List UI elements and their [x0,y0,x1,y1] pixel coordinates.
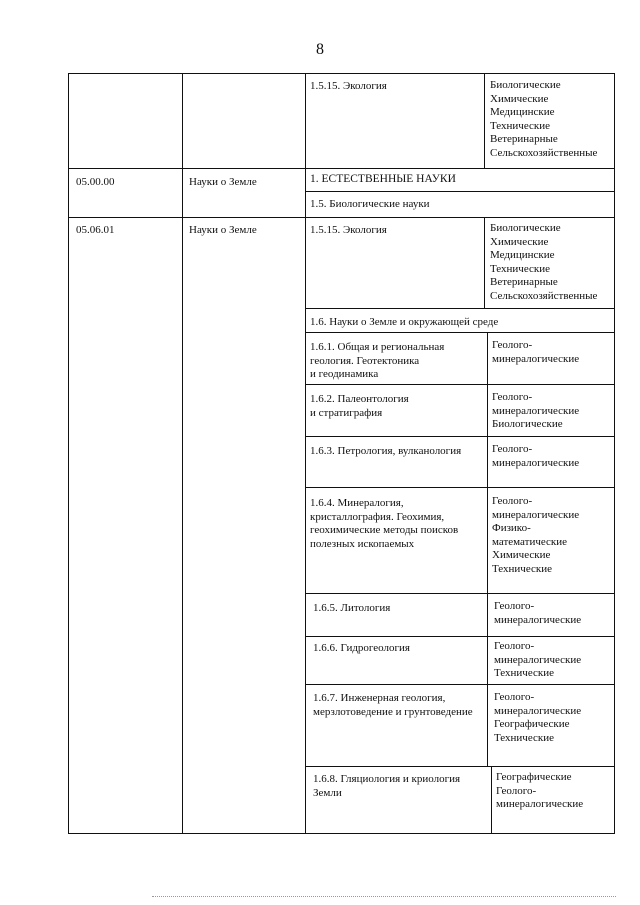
degrees-cell: Географические Геолого- минералогические [496,771,584,810]
degrees-cell: Геолого- минералогические [494,600,582,626]
specialty-cell: 1.5.15. Экология [310,80,387,92]
degrees-cell: Биологические Химические Медицинские Технические Ветеринарные Сельскохозяйственные [490,79,598,159]
scan-edge-mark [152,896,616,898]
section-divider [305,636,615,637]
section-divider [305,684,615,685]
col-divider-3 [484,218,485,308]
name-cell: Науки о Земле [189,176,257,188]
code-cell: 05.06.01 [76,224,115,236]
col-divider-3 [491,766,492,834]
section-heading: 1.6. Науки о Земле и окружающей среде [310,316,499,328]
degrees-cell: Геолого- минералогические [492,339,580,365]
section-divider [305,593,615,594]
col-divider-3 [484,73,485,169]
section-heading: 1. ЕСТЕСТВЕННЫЕ НАУКИ [310,173,456,185]
col-divider-3 [487,332,488,766]
specialty-cell: 1.5.15. Экология [310,224,387,236]
specialty-cell: 1.6.1. Общая и региональная геология. Геотектоника и геодинамика [310,341,445,380]
table-border-top [68,73,615,74]
specialty-cell: 1.6.2. Палеонтология и стратиграфия [310,393,409,419]
degrees-cell: Геолого- минералогические Физико- математические Химические Технические [492,495,580,575]
section-divider [305,332,615,333]
section-heading: 1.5. Биологические науки [310,198,430,210]
section-divider [305,766,615,767]
specialty-cell: 1.6.6. Гидрогеология [313,642,410,654]
table-border-right [614,73,615,834]
degrees-cell: Геолого- минералогические Географические Технические [494,691,582,744]
page-number: 8 [316,41,324,58]
section-divider [305,384,615,385]
name-cell: Науки о Земле [189,224,257,236]
section-divider [305,308,615,309]
code-cell: 05.00.00 [76,176,115,188]
specialty-cell: 1.6.8. Гляциология и криология Земли [313,773,461,799]
degrees-cell: Геолого- минералогические Биологические [492,391,580,430]
degrees-cell: Геолого- минералогические [492,443,580,469]
section-divider [305,487,615,488]
degrees-cell: Геолого- минералогические Технические [494,640,582,679]
row-divider [68,168,615,169]
table-border-bottom [68,833,615,834]
degrees-cell: Биологические Химические Медицинские Технические Ветеринарные Сельскохозяйственные [490,222,598,302]
specialty-cell: 1.6.3. Петрология, вулканология [310,445,462,457]
section-divider [305,191,615,192]
specialty-cell: 1.6.5. Литология [313,602,391,614]
specialty-cell: 1.6.4. Минералогия, кристаллография. Геохимия, геохимические методы поисков полезных ископаемых [310,497,459,550]
specialty-cell: 1.6.7. Инженерная геология, мерзлотоведение и грунтоведение [313,692,473,718]
table-border-left [68,73,69,834]
col-divider-2 [305,73,306,834]
section-divider [305,436,615,437]
row-divider [68,217,615,218]
col-divider-1 [182,73,183,834]
